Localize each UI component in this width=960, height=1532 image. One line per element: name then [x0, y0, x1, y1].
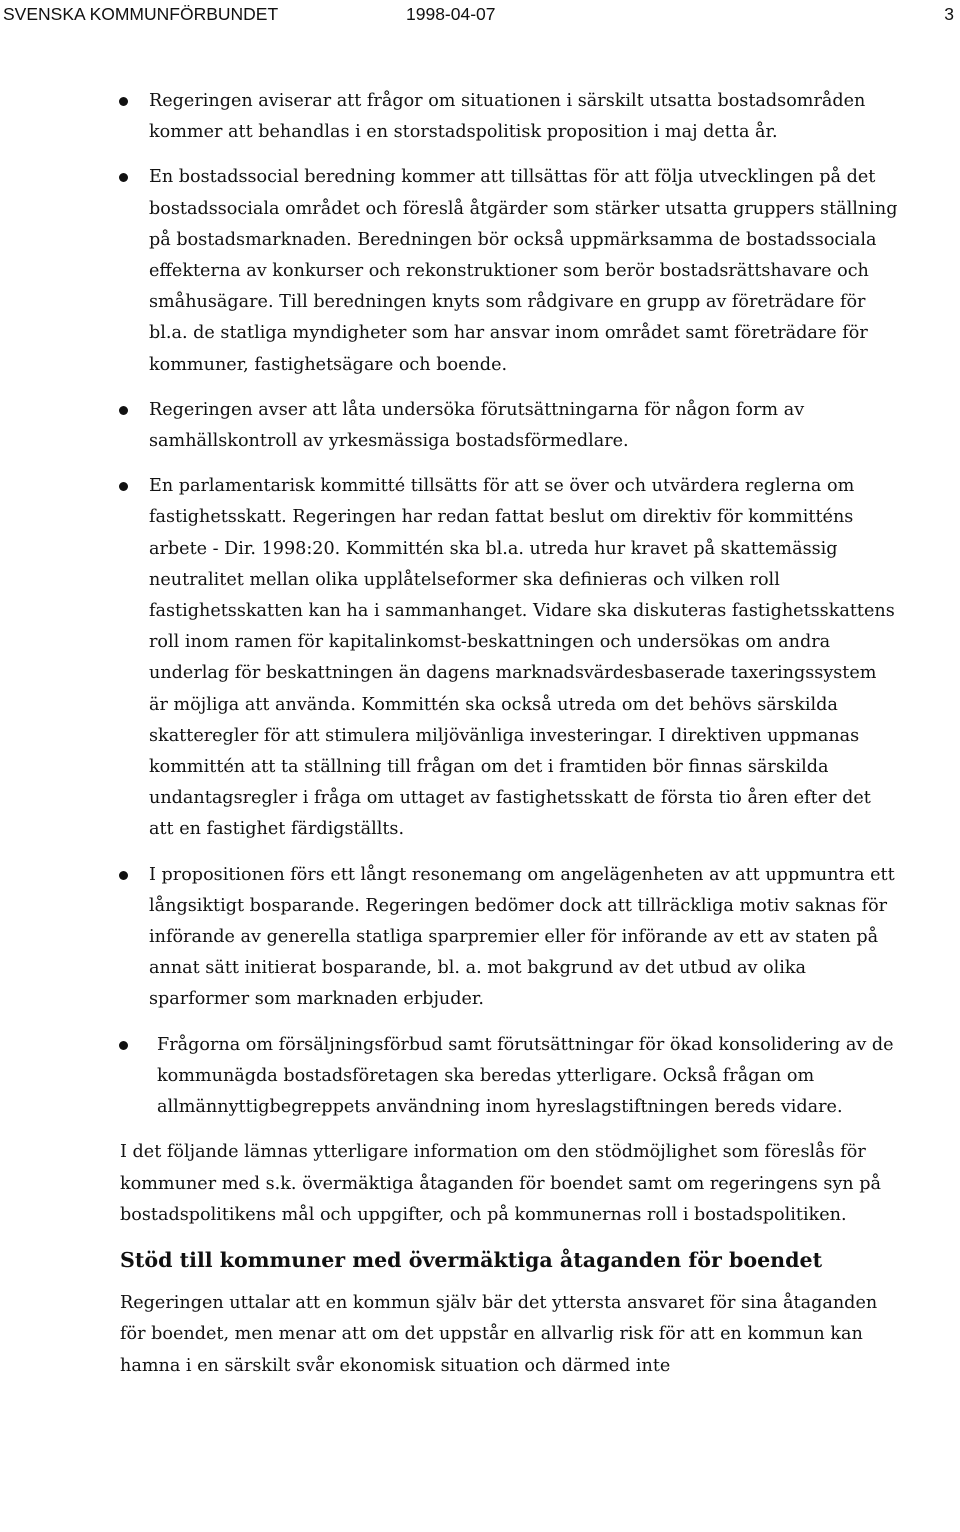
- header-page-number: 3: [944, 4, 954, 24]
- bullet-text: En parlamentarisk kommitté tillsätts för att se över och utvärdera reglerna om fastighetsskatt. Regeringen har redan fattat beslut om direktiv för kommitténs arbete - Dir. 1998:20. Kommittén ska bl.a. utreda hur kravet på skattemässig neutralitet mellan olika upplåtelseformer ska definieras och vilken roll fastighetsskatten kan ha i sammanhanget. Vidare ska diskuteras fastighetsskattens roll inom ramen för kapitalinkomst-beskattningen och undersökas om andra underlag för beskattningen än dagens marknadsvärdesbaserade taxeringssystem är möjliga att använda. Kommittén ska också utreda om det behövs särskilda skatteregler för att stimulera miljövänliga investeringar. I direktiven uppmanas kommittén att ta ställning till frågan om det i framtiden bör finnas särskilda undantagsregler i fråga om uttaget av fastighetsskatt de första tio åren efter det att en fastighet färdigställts.: [149, 476, 895, 840]
- bullet-item: [0, 471, 960, 845]
- bullet-item: [0, 162, 960, 380]
- header-date: 1998-04-07: [406, 4, 496, 24]
- bullet-text: I propositionen förs ett långt resonemang om angelägenheten av att uppmuntra ett långsiktigt bosparande. Regeringen bedömer dock att tillräckliga motiv saknas för införande av generella statliga sparpremier eller för införande av ett av staten på annat sätt initierat bosparande, bl. a. mot bakgrund av det utbud av olika sparformer som marknaden erbjuder.: [149, 864, 895, 1010]
- bullet-item: [0, 86, 960, 148]
- bullet-list: [0, 86, 960, 1123]
- bullet-text: Regeringen avser att låta undersöka förutsättningarna för någon form av samhällskontroll av yrkesmässiga bostadsförmedlare.: [149, 399, 805, 452]
- header-organization: SVENSKA KOMMUNFÖRBUNDET: [3, 4, 279, 24]
- bullet-text: En bostadssocial beredning kommer att tillsättas för att följa utvecklingen på det bostadssociala området och föreslå åtgärder som stärker utsatta gruppers ställning på bostadsmarknaden. Beredningen bör också uppmärksamma de bostadssociala effekterna av konkurser och rekonstruktioner som berör bostadsrättshavare och småhusägare. Till beredningen knyts som rådgivare en grupp av företrädare för bl.a. de statliga myndigheter som har ansvar inom området samt företrädare för kommuner, fastighetsägare och boende.: [149, 167, 898, 375]
- bullet-icon: [119, 97, 128, 106]
- bullet-text: Regeringen aviserar att frågor om situationen i särskilt utsatta bostadsområden kommer att behandlas i en storstadspolitisk proposition i maj detta år.: [149, 91, 866, 143]
- bullet-icon: [119, 173, 128, 182]
- section-heading: Stöd till kommuner med övermäktiga åtaganden för boendet: [120, 1247, 823, 1272]
- bullet-icon: [119, 482, 128, 491]
- section-body: Regeringen uttalar att en kommun själv bär det yttersta ansvaret för sina åtaganden för boendet, men menar att om det uppstår en allvarlig risk för att en kommun kan hamna i en särskilt svår ekonomisk situation och därmed inte: [120, 1293, 878, 1376]
- bullet-item: [0, 860, 960, 1016]
- bullet-item: [0, 1030, 960, 1124]
- bullet-icon: [119, 1041, 128, 1050]
- document-body: [0, 86, 960, 1396]
- intro-paragraph: I det följande lämnas ytterligare information om den stödmöjlighet som föreslås för kommuner med s.k. övermäktiga åtaganden för boendet samt om regeringens syn på bostadspolitikens mål och uppgifter, och på kommunernas roll i bostadspolitiken.: [120, 1142, 881, 1225]
- bullet-item: [0, 395, 960, 457]
- page-header: [0, 2, 960, 28]
- bullet-icon: [119, 406, 128, 415]
- bullet-icon: [119, 871, 128, 880]
- bullet-text: Frågorna om försäljningsförbud samt förutsättningar för ökad konsolidering av de kommunägda bostadsföretagen ska beredas ytterligare. Också frågan om allmännyttigbegreppets användning inom hyreslagstiftningen bereds vidare.: [157, 1034, 894, 1118]
